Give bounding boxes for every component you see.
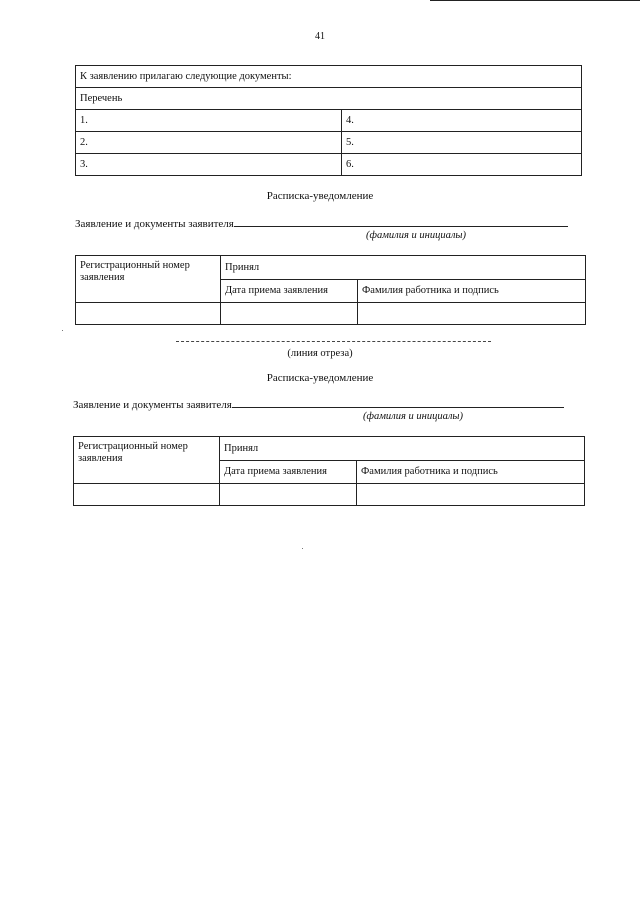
receipt-table-top <box>75 255 586 325</box>
date-cell[interactable] <box>221 303 358 325</box>
attachment-item[interactable]: 2. <box>76 132 342 154</box>
attachment-item[interactable]: 1. <box>76 110 342 132</box>
attachments-table <box>75 65 582 176</box>
cut-line-caption: (линия отреза) <box>287 348 353 359</box>
date-header: Дата приема заявления <box>220 460 357 484</box>
employee-cell[interactable] <box>357 484 585 506</box>
applicant-line-top <box>75 216 568 230</box>
reg-number-header: Регистрационный номер заявления <box>76 256 221 303</box>
date-cell[interactable] <box>220 484 357 506</box>
attachment-item[interactable]: 5. <box>342 132 582 154</box>
applicant-name-field[interactable] <box>234 216 568 227</box>
attachment-item[interactable]: 4. <box>342 110 582 132</box>
date-header: Дата приема заявления <box>221 279 358 303</box>
employee-cell[interactable] <box>358 303 586 325</box>
receipt-title-bottom: Расписка-уведомление <box>266 372 374 384</box>
attachment-item[interactable]: 6. <box>342 154 582 176</box>
accepted-header: Принял <box>221 256 586 280</box>
scan-speck <box>62 330 63 331</box>
reg-number-cell[interactable] <box>74 484 220 506</box>
attachments-header: К заявлению прилагаю следующие документы: <box>76 66 582 88</box>
employee-header: Фамилия работника и подпись <box>358 279 586 303</box>
scan-speck <box>302 548 303 549</box>
name-caption-bottom: (фамилия и инициалы) <box>363 411 464 422</box>
name-caption-top: (фамилия и инициалы) <box>366 230 467 241</box>
table-row <box>74 484 585 506</box>
reg-number-cell[interactable] <box>76 303 221 325</box>
top-border-line <box>430 0 640 1</box>
applicant-name-field[interactable] <box>232 397 564 408</box>
receipt-title-top: Расписка-уведомление <box>266 190 374 202</box>
applicant-label: Заявление и документы заявителя <box>73 399 232 411</box>
employee-header: Фамилия работника и подпись <box>357 460 585 484</box>
receipt-table-bottom <box>73 436 585 506</box>
accepted-header: Принял <box>220 437 585 461</box>
applicant-line-bottom <box>73 397 564 411</box>
cut-line <box>176 341 491 342</box>
table-row <box>76 132 582 154</box>
table-row <box>76 110 582 132</box>
table-row <box>76 154 582 176</box>
table-row <box>76 303 586 325</box>
applicant-label: Заявление и документы заявителя <box>75 218 234 230</box>
page-number: 41 <box>315 31 325 42</box>
reg-number-header: Регистрационный номер заявления <box>74 437 220 484</box>
attachments-list-label: Перечень <box>76 88 582 110</box>
attachment-item[interactable]: 3. <box>76 154 342 176</box>
